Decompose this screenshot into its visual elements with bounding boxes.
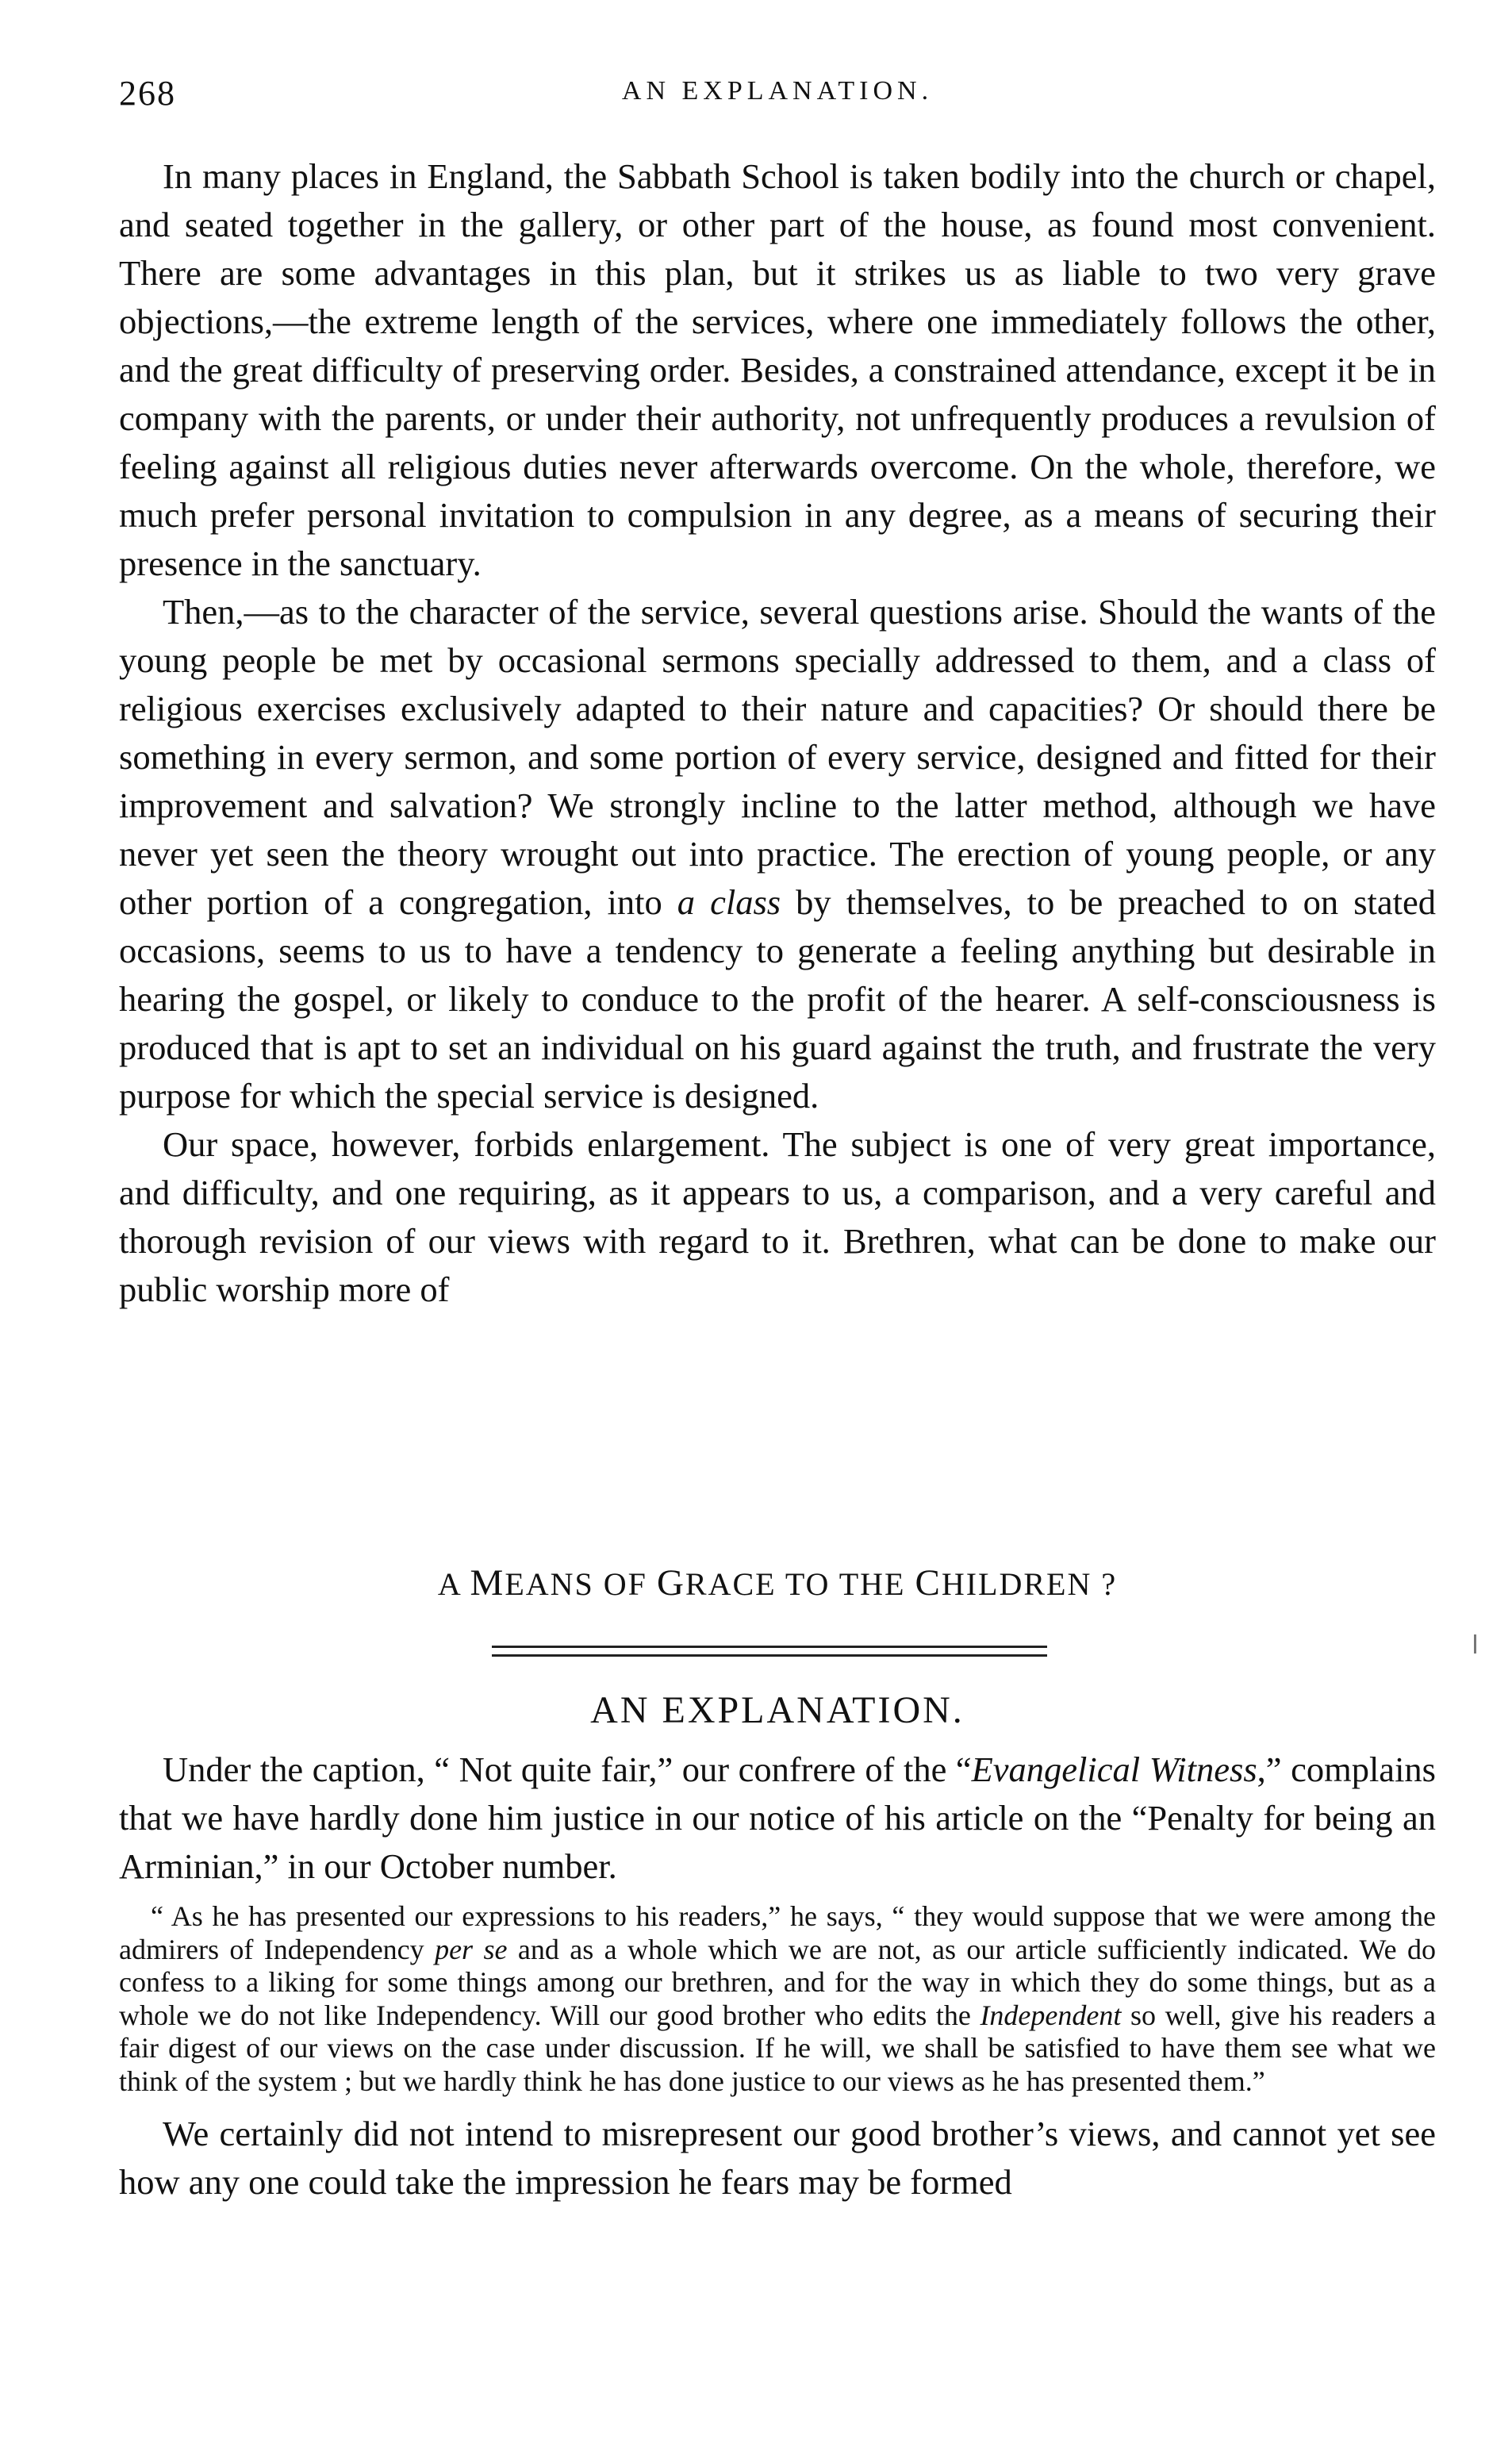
block-quote: “ As he has presented our expressions to his readers,” he says, “ they would suppose that we were among the admirers of Independency per se and as a whole which we are not, as our article sufficiently indicated. We do confess to a liking for some things among our brethren, and for the way in which they do some things, but as a whole we do not like Independency. Will our good brother who edits the Independent so well, give his readers a fair digest of our views on the case under discussion. If he will, we shall be satisfied to have them see what we think of the system ; but we hardly think he has done justice to our views as he has presented them.” [119, 1900, 1437, 2097]
section-divider [492, 1646, 1047, 1657]
divider-rule-top [492, 1646, 1047, 1648]
page-header [119, 73, 1436, 121]
closing-heading: A MEANS OF GRACE TO THE CHILDREN ? [437, 1562, 1118, 1604]
divider-rule-bottom [492, 1654, 1047, 1657]
article-continuation [119, 152, 1436, 1314]
margin-mark [1474, 1634, 1476, 1654]
page-number: 268 [119, 74, 176, 113]
paragraph-2: Then,—as to the character of the service, several questions arise. Should the wants of the young people be met by occasional sermons specially addressed to them, and a class of religious exercises exclusively adapted to their nature and capacities? Or should there be something in every sermon, and some portion of every service, designed and fitted for their improvement and salvation? We strongly incline to the latter method, although we have never yet seen the theory wrought out into practice. The erection of young people, or any other portion of a congregation, into a class by themselves, to be preached to on stated occasions, seems to us to have a tendency to generate a feeling anything but desirable in hearing the gospel, or likely to conduce to the profit of the hearer. A self-consciousness is produced that is apt to set an individual on his guard against the truth, and frustrate the very purpose for which the special service is designed. [119, 592, 1437, 1116]
paragraph-1: In many places in England, the Sabbath School is taken bodily into the church or chapel, and seated together in the gallery, or other part of the house, as found most convenient. There are some advantages in this plan, but it strikes us as liable to two very grave objections,—the extreme length of the services, where one immediately follows the other, and the great difficulty of preserving order. Besides, a constrained attendance, except it be in company with the parents, or under their authority, not unfrequently produces a revulsion of feeling against all religious duties never afterwards overcome. On the whole, therefore, we much prefer personal invitation to compulsion in any degree, as a means of securing their presence in the sanctuary. [119, 156, 1436, 583]
explanation-paragraph-2: We certainly did not intend to misrepresent our good brother’s views, and cannot yet see how any one could take the impression he fears may be formed [119, 2113, 1436, 2202]
section-title: AN EXPLANATION. [590, 1689, 965, 1731]
paragraph-3: Our space, however, forbids enlargement. The subject is one of very great importance, and difficulty, and one requiring, as it appears to us, a comparison, and a very careful and thorough revision of our views with regard to it. Brethren, what can be done to make our public worship more of [119, 1124, 1436, 1309]
running-head: AN EXPLANATION. [621, 76, 934, 106]
explanation-paragraph-1: Under the caption, “ Not quite fair,” our confrere of the “Evangelical Witness,” complains that we have hardly done him justice in our notice of his article on the “Penalty for being an Arminian,” in our October number. [119, 1750, 1436, 1886]
explanation-article [119, 1746, 1436, 2207]
